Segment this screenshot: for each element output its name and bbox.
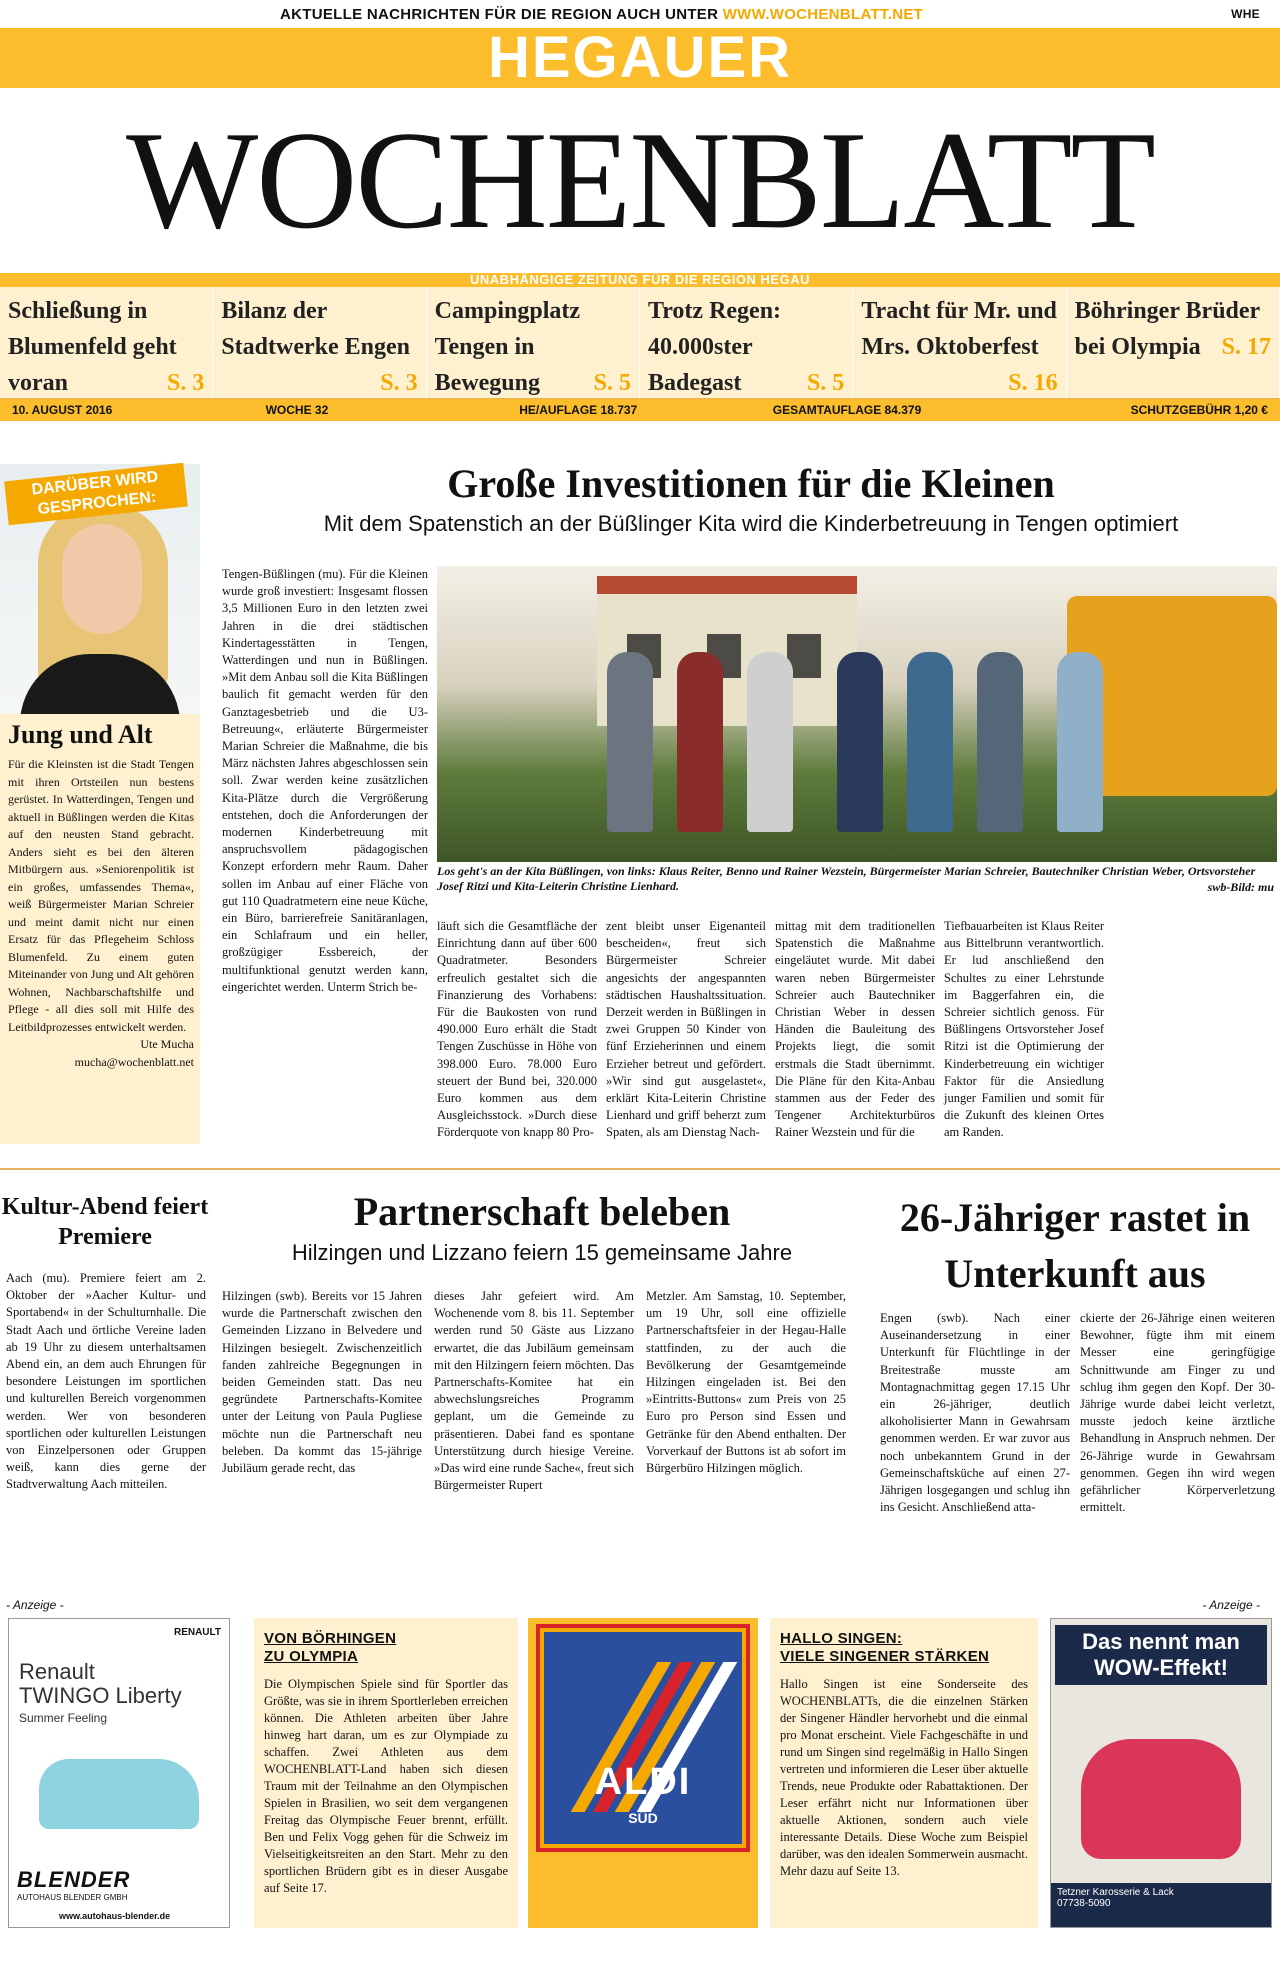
renault-model-name: TWINGO Liberty	[19, 1683, 182, 1708]
kultur-text: Aach (mu). Premiere feiert am 2. Oktober der »Aacher Kultur- und Sportabend« in der Schulturnhalle. Die Stadt Aach und örtliche Vereine laden ab 19 Uhr zu diesem unterhaltsamen Abend ein, an dem auch Ehrungen für besondere Leistungen im sportlichen und kulturellen Bereich vorgenommen werden. Wer von besonderen sportlichen oder kulturellen Leistungen von Einzelpersonen oder Gruppen weiß, kann dies gerne der Stadtverwaltung Aach mitteilen.	[6, 1271, 206, 1492]
divider	[0, 1168, 1280, 1170]
fee: SCHUTZGEBÜHR 1,20 €	[1130, 403, 1268, 417]
main-col-5: Tiefbauarbeiten ist Klaus Reiter aus Bittelbrunn verantwortlich. Er lud anschließend den Schultes zu einer Lehrstunde im Baggerfahren ein, die Schreier sichtlich genoss. Für Büßlingens Ortsvorsteher Josef Ritzi ist die Optimierung der Kinderbetreuung ein wichtiger Faktor für die Ansiedlung junger Familien und somit für die Zukunft des kleinen Ortes am Randen.	[944, 919, 1104, 1140]
info-bar	[0, 399, 1280, 421]
partnerschaft-col-2: dieses Jahr gefeiert wird. Am Wochenende vom 8. bis 11. September werden rund 50 Gäste aus Lizzano erwartet, die das Jubiläum gemeinsam mit den Hilzingern feiern möchten. Das Partnerschafts-Komitee hat ein abwechslungsreiches Programm geplant, um die Gemeinde zu präsentieren. Dabei fand es spontane Unterstützung durch hiesige Vereine. »Das wird eine runde Sache«, freut sich Bürgermeister Rupert	[434, 1289, 634, 1493]
photo-person	[907, 652, 953, 832]
photo-person	[1057, 652, 1103, 832]
renault-model: Renault	[19, 1659, 95, 1684]
sidebar-column	[0, 464, 200, 1144]
dealer-subline: AUTOHAUS BLENDER GMBH	[17, 1893, 128, 1902]
partnerschaft-header	[222, 1186, 862, 1268]
website-link[interactable]: WWW.WOCHENBLATT.NET	[722, 5, 924, 23]
wow-phone: 07738-5090	[1057, 1898, 1111, 1909]
portrait-face	[62, 524, 142, 634]
anzeige-label: - Anzeige -	[1202, 1598, 1260, 1612]
partnerschaft-headline: Partnerschaft beleben	[353, 1189, 731, 1234]
sidebar-body: Für die Kleinsten ist die Stadt Tengen mit ihren Ortsteilen nun bestens gerüstet. In Watterdingen, Tengen und aktuell in Büßlingen werden die Kitas auf den neusten Stand gebracht. Anders sieht es bei den älteren Mitbürgern aus. »Seniorenpolitik ist ein großes, umfassendes Thema«, weiß Bürgermeister Marian Schreier und meint damit nicht nur einen Ersatz für das Pflegeheim Schloss Blumenfeld. Zu einem guten Miteinander von Jung und Alt gehören Wohnen, Nachbarschaftshilfe und Pflege - all dies soll mit Hilfe des Leitbildprozesses entwickelt werden.	[8, 757, 194, 1034]
wow-company: Tetzner Karosserie & Lack	[1057, 1887, 1174, 1898]
edition-code: WHE	[1231, 7, 1260, 21]
renault-tagline: Summer Feeling	[19, 1711, 108, 1725]
masthead-subtitle: UNABHÄNGIGE ZEITUNG FÜR DIE REGION HEGAU	[0, 273, 1280, 287]
circulation-he: HE/AUFLAGE 18.737	[519, 403, 638, 417]
main-col-4: mittag mit dem traditionellen Spatenstich die Maßnahme eingeläutet wurde. Mit dabei waren neben Bürgermeister Schreier auch Bautechniker Christian Weber in dessen Händen die Bauleitung des Projekts liegt, die somit erstmals die Stadt übernimmt. Die Pläne für den Kita-Anbau stammen aus der Feder des Tengener Architekturbüros Rainer Wezstein und für die	[775, 919, 935, 1140]
unterkunft-col-1: Engen (swb). Nach einer Auseinandersetzung in einer Unterkunft für Flüchtlinge in der Breitestraße musste am Montagnachmittag gegen 17.15 Uhr ein 26-jähriger, deutlich alkoholisierter Mann in Gewahrsam genommen werden. Er war zuvor aus noch unbekanntem Grund in der Gemeinschaftsküche auf einen 27-Jährigen losgegangen und schlug ihn ins Gesicht. Anschließend atta-	[880, 1311, 1070, 1515]
teaser-text: Tracht für Mr. und Mrs. Oktoberfest	[861, 298, 1057, 360]
singen-title-2: VIELE SINGENER STÄRKEN	[780, 1648, 990, 1665]
sidebar-title: Jung und Alt	[8, 720, 153, 749]
teaser-page: S. 3	[166, 370, 205, 396]
sidebar-email[interactable]: mucha@wochenblatt.net	[74, 1054, 194, 1069]
top-banner-label: AKTUELLE NACHRICHTEN FÜR DIE REGION AUCH UNTER	[280, 5, 723, 23]
top-banner	[0, 0, 1280, 28]
teaser-text: Bilanz der Stadtwerke Engen	[221, 298, 410, 360]
sidebar-author: Ute Mucha	[140, 1037, 194, 1051]
teaser-text: Trotz Regen: 40.000ster Badegast	[647, 298, 782, 396]
main-subhead: Mit dem Spatenstich an der Büßlinger Kita wird die Kinderbetreuung in Tengen optimiert	[323, 511, 1179, 536]
sidebar-text	[8, 756, 194, 1071]
issue-week: WOCHE 32	[265, 403, 329, 417]
main-col-3: zent bleibt unser Eigenanteil bescheiden«, freut sich Bürgermeister Schreier angesichts der angespannten städtischen Haushaltssituation. Derzeit werden in Büßlingen in zwei Gruppen 50 Kinder von fünf Erzieherinnen und einem Erzieher betreut und gefördert. »Wir sind gut ausgelastet«, erklärt Kita-Leiterin Christine Lienhard und griff beherzt zum Spaten, als am Dienstag Nach-	[606, 919, 766, 1140]
photo-credit: swb-Bild: mu	[1207, 880, 1274, 894]
partnerschaft-subhead: Hilzingen und Lizzano feiern 15 gemeinsame Jahre	[291, 1240, 793, 1265]
wow-footer	[1051, 1883, 1271, 1927]
sidebar-ribbon: DARÜBER WIRD GESPROCHEN:	[4, 463, 188, 526]
teaser-item[interactable]	[0, 287, 213, 398]
anzeige-label: - Anzeige -	[6, 1598, 64, 1612]
singen-text: Hallo Singen ist eine Sonderseite des WOCHENBLATTs, die die einzelnen Stärken der Singener Händler hervorhebt und die einmal pro Monat erscheint. Viele Fachgeschäfte in und rund um Singen sind regelmäßig in Hallo Singen vertreten und informieren die Leser über aktuelle Trends, neue Produkte oder Rabattaktionen. Der Leser erfährt nicht nur Informationen über aktuelle Aktionen, sondern auch viele interessante Details. Diese Woche zum Beispiel darüber, was den idealen Sommerwein ausmacht. Mehr dazu auf Seite 13.	[780, 1677, 1028, 1878]
olympia-title-1: VON BÖRHINGEN	[264, 1630, 397, 1647]
kultur-headline: Kultur-Abend feiert Premiere	[1, 1194, 209, 1250]
partnerschaft-col-1: Hilzingen (swb). Bereits vor 15 Jahren wurde die Partnerschaft zwischen den Gemeinden Lizzano in Belvedere und Hilzingen besiegelt. Zwischenzeitlich fanden zahlreiche Begegnungen in beiden Gemeinden statt. Das neu gegründete Partnerschafts-Komitee unter der Leitung von Paula Pugliese möchte nun die Partnerschaft neu beleben. Da kommt das 15-jährige Jubiläum gerade recht, das	[222, 1289, 422, 1476]
photo-caption: Los geht's an der Kita Büßlingen, von links: Klaus Reiter, Benno und Rainer Wezstein, Bürgermeister Marian Schreier, Bautechniker Christian Weber, Ortsvorsteher Josef Ritzi und Kita-Leiterin Christine Lienhard.	[437, 864, 1256, 893]
main-photo	[437, 566, 1277, 862]
circulation-total: GESAMTAUFLAGE 84.379	[772, 403, 922, 417]
main-story-header	[222, 460, 1280, 540]
singen-title-1: HALLO SINGEN:	[780, 1630, 903, 1647]
teaser-page: S. 5	[593, 370, 631, 396]
top-banner-text	[280, 6, 923, 23]
partnerschaft-col-3: Metzler. Am Samstag, 10. September, um 19 Uhr, soll eine offizielle Partnerschaftsfeier in der Hegau-Halle stattfinden, zu der auch die Bevölkerung der Gesamtgemeinde Hilzingen eingeladen ist. Bei den »Eintritts-Buttons« zum Preis von 25 Euro pro Person sind Essen und Getränke für den Abend enthalten. Der Vorverkauf der Buttons ist ab sofort im Bürgerbüro Hilzingen möglich.	[646, 1289, 846, 1476]
teaser-page: S. 16	[1008, 370, 1058, 396]
teaser-page: S. 5	[806, 370, 845, 396]
masthead-hegauer: HEGAUER	[0, 28, 1280, 88]
tetzner-ad[interactable]	[1050, 1618, 1272, 1928]
dealer-web[interactable]: www.autohaus-blender.de	[59, 1911, 171, 1921]
photo-person	[837, 652, 883, 832]
car-image	[39, 1759, 199, 1829]
teaser-bar	[0, 287, 1280, 399]
teaser-item[interactable]	[427, 287, 640, 398]
olympia-promo	[254, 1618, 518, 1928]
olympia-text: Die Olympischen Spiele sind für Sportler das Größte, was sie in ihrem Sportlerleben erreichen können. Die Athleten arbeiten über Jahre hinweg hart daran, um es zur Olympiade zu schaffen. Zwei Athleten aus dem WOCHENBLATT-Land haben sich diesen Traum mit der Teilnahme an den Olympischen Spielen in Brasilien, wo seit dem vergangenen Freitag das Olympische Feuer brennt, erfüllt. Ben und Felix Vogg gehen für die Schweiz im Vielseitigkeitsreiten an den Start. Mehr zu den sportlichen Brüdern gibt es in dieser Ausgabe auf Seite 17.	[264, 1677, 508, 1895]
wow-headline: Das nennt man WOW-Effekt!	[1055, 1625, 1267, 1685]
teaser-text: Böhringer Brüder bei Olympia	[1074, 298, 1260, 360]
unterkunft-headline: 26-Jähriger rastet in Unterkunft aus	[899, 1195, 1251, 1296]
main-headline: Große Investitionen für die Kleinen	[447, 461, 1055, 506]
photo-person	[977, 652, 1023, 832]
aldi-name: ALDI	[594, 1761, 692, 1803]
aldi-ad[interactable]	[528, 1618, 758, 1928]
main-col-1: Tengen-Büßlingen (mu). Für die Kleinen wurde groß investiert: Insgesamt flossen 3,5 Millionen Euro in den letzten zwei Jahren in die drei städtischen Kindertagesstätten in Tengen, Watterdingen und nun in Büßlingen. »Mit dem Anbau soll die Kita Büßlingen baulich fit gemacht werden für den Ganztagesbetrieb und die U3-Betreuung«, erläuterte Bürgermeister Marian Schreier die Maßnahme, die bis März nächsten Jahres abgeschlossen sein soll. Zwar werden keine zusätzlichen Kita-Plätze durch die Vergrößerung entstehen, doch die Anforderungen der modernen Kinderbetreuung mit anspruchsvollem pädagogischen Konzept erfordern mehr Raum. Daher sollen im Anbau auf einer Fläche von gut 110 Quadratmetern eine neue Küche, ein Büro, barrierefreie Sanitäranlagen, ein Schlafraum und ein heller, großzügiger Essbereich, der multifunktional genutzt werden kann, eingerichtet werden. Unterm Strich be-	[222, 567, 428, 994]
teaser-item[interactable]	[213, 287, 426, 398]
main-col-2: läuft sich die Gesamtfläche der Einrichtung dann auf über 600 Quadratmeter. Besonders erfreulich gestaltet sich die Finanzierung des Vorhabens: Für die Baukosten von rund 490.000 Euro erhält die Stadt Tengen Zuschüsse in Höhe von 398.000 Euro. 78.000 Euro steuert der Bund bei, 320.000 Euro kommen aus dem Ausgleichsstock. »Durch diese Förderquote von knapp 80 Pro-	[437, 919, 597, 1140]
unterkunft-col-2: ckierte der 26-Jährige einen weiteren Bewohner, fügte ihm mit einem Messer eine geringfügige Schnittwunde am Finger zu und schlug ihm gegen den Kopf. Der 30-Jährige wurde dabei leicht verletzt, musste jedoch keine ärztliche Behandlung in Anspruch nehmen. Der 26-Jährige wurde in Gewahrsam genommen. Gegen ihn wird wegen gefährlicher Körperverletzung ermittelt.	[1080, 1311, 1275, 1515]
aldi-logo	[540, 1628, 746, 1848]
teaser-item[interactable]	[640, 287, 853, 398]
teaser-text: Schließung in Blumenfeld geht voran	[8, 298, 177, 396]
photo-person	[747, 652, 793, 832]
masthead-wochenblatt: WOCHENBLATT	[126, 103, 1154, 258]
renault-brand: RENAULT	[173, 1627, 221, 1638]
issue-date: 10. AUGUST 2016	[12, 403, 113, 417]
teaser-page: S. 3	[380, 370, 418, 396]
dealer-logo: BLENDER	[17, 1867, 131, 1892]
teaser-page: S. 17	[1221, 334, 1271, 360]
teaser-item[interactable]	[1067, 287, 1280, 398]
renault-ad[interactable]	[8, 1618, 230, 1928]
car-image	[1081, 1739, 1241, 1859]
aldi-sud: SÜD	[628, 1810, 658, 1826]
photo-person	[677, 652, 723, 832]
olympia-title-2: ZU OLYMPIA	[264, 1648, 359, 1665]
teaser-text: Campingplatz Tengen in Bewegung	[434, 298, 581, 396]
photo-person	[607, 652, 653, 832]
singen-promo	[770, 1618, 1038, 1928]
teaser-item[interactable]	[853, 287, 1066, 398]
